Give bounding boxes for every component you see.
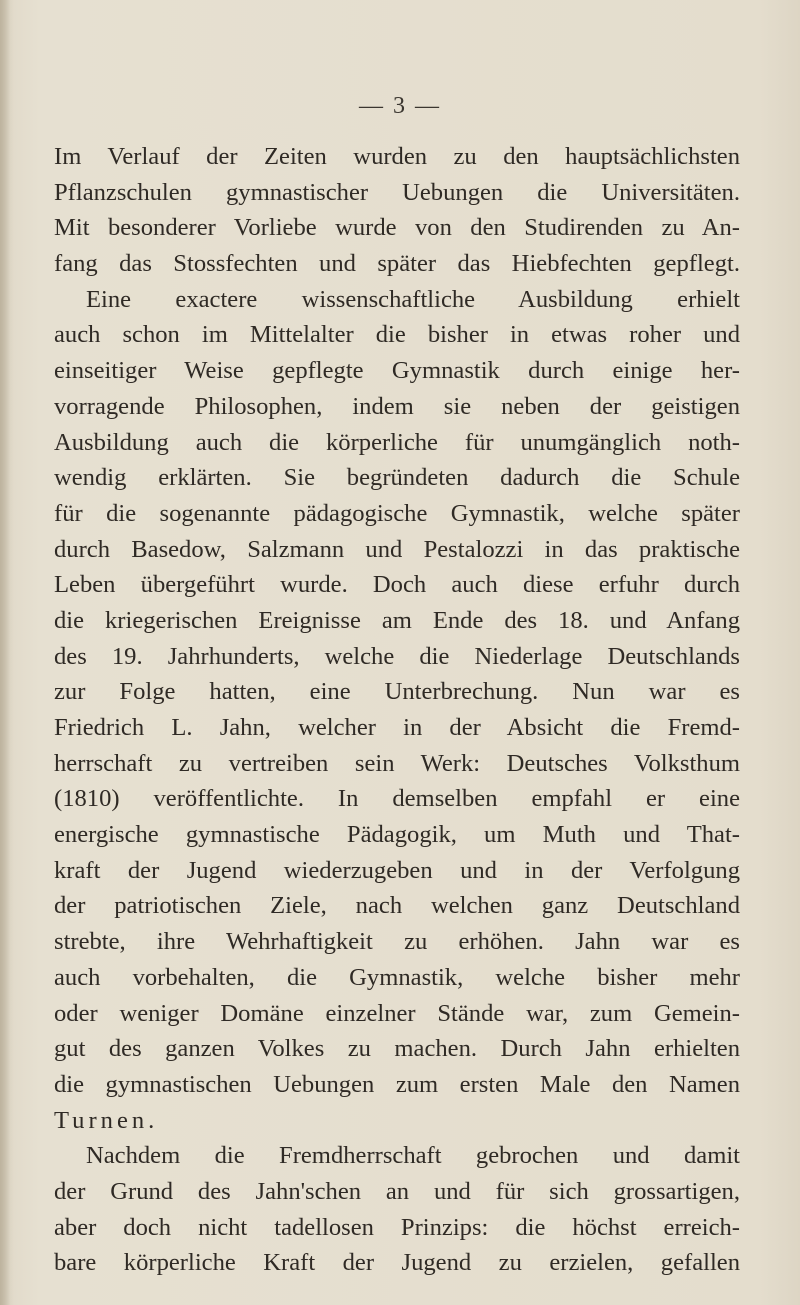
- text-line: Eine exactere wissenschaftliche Ausbildung erhielt: [86, 285, 740, 313]
- text-line: Pflanzschulen gymnastischer Uebungen die Universitäten.: [54, 178, 740, 206]
- text-line: des 19. Jahrhunderts, welche die Niederlage Deutschlands: [54, 642, 740, 670]
- text-line: Ausbildung auch die körperliche für unumgänglich noth-: [54, 428, 740, 456]
- text-line: die kriegerischen Ereignisse am Ende des 18. und Anfang: [54, 606, 740, 634]
- text-line: gut des ganzen Volkes zu machen. Durch Jahn erhielten: [54, 1035, 740, 1063]
- text-line: für die sogenannte pädagogische Gymnastik, welche später: [54, 499, 740, 527]
- text-line: vorragende Philosophen, indem sie neben der geistigen: [54, 392, 740, 420]
- text-line: oder weniger Domäne einzelner Stände war, zum Gemein-: [54, 999, 740, 1027]
- text-line: der patriotischen Ziele, nach welchen ganz Deutschland: [54, 892, 740, 920]
- text-line: Friedrich L. Jahn, welcher in der Absicht die Fremd-: [54, 714, 740, 741]
- text-line: Leben übergeführt wurde. Doch auch diese erfuhr durch: [54, 571, 740, 599]
- text-line: auch vorbehalten, die Gymnastik, welche bisher mehr: [54, 963, 740, 991]
- text-line: (1810) veröffentlichte. In demselben empfahl er eine: [54, 785, 740, 813]
- text-line: aber doch nicht tadellosen Prinzips: die höchst erreich-: [54, 1213, 740, 1241]
- body-text: [54, 139, 740, 1281]
- text-line: einseitiger Weise gepflegte Gymnastik durch einige her-: [54, 357, 740, 385]
- text-line: herrschaft zu vertreiben sein Werk: Deutsches Volksthum: [54, 749, 740, 777]
- text-line: wendig erklärten. Sie begründeten dadurch die Schule: [54, 464, 740, 492]
- text-line: durch Basedow, Salzmann und Pestalozzi in das praktische: [54, 535, 740, 563]
- text-line: fang das Stossfechten und später das Hiebfechten gepflegt.: [54, 250, 740, 278]
- text-line: die gymnastischen Uebungen zum ersten Male den Namen: [54, 1070, 740, 1098]
- page-number: — 3 —: [359, 93, 441, 119]
- text-line: auch schon im Mittelalter die bisher in etwas roher und: [54, 321, 740, 349]
- text-line: Nachdem die Fremdherrschaft gebrochen und damit: [86, 1142, 740, 1170]
- text-line-spaced: Turnen.: [54, 1106, 159, 1134]
- text-line: bare körperliche Kraft der Jugend zu erzielen, gefallen: [54, 1249, 740, 1277]
- text-line: strebte, ihre Wehrhaftigkeit zu erhöhen. Jahn war es: [54, 928, 740, 956]
- text-line: der Grund des Jahn'schen an und für sich grossartigen,: [54, 1177, 740, 1205]
- text-line: energische gymnastische Pädagogik, um Muth und That-: [54, 821, 740, 849]
- text-line: zur Folge hatten, eine Unterbrechung. Nun war es: [54, 678, 740, 706]
- text-line: kraft der Jugend wiederzugeben und in der Verfolgung: [54, 856, 740, 884]
- page-spine-shadow: [0, 0, 10, 1305]
- text-line: Mit besonderer Vorliebe wurde von den Studirenden zu An-: [54, 214, 740, 242]
- text-line: Im Verlauf der Zeiten wurden zu den hauptsächlichsten: [54, 143, 740, 170]
